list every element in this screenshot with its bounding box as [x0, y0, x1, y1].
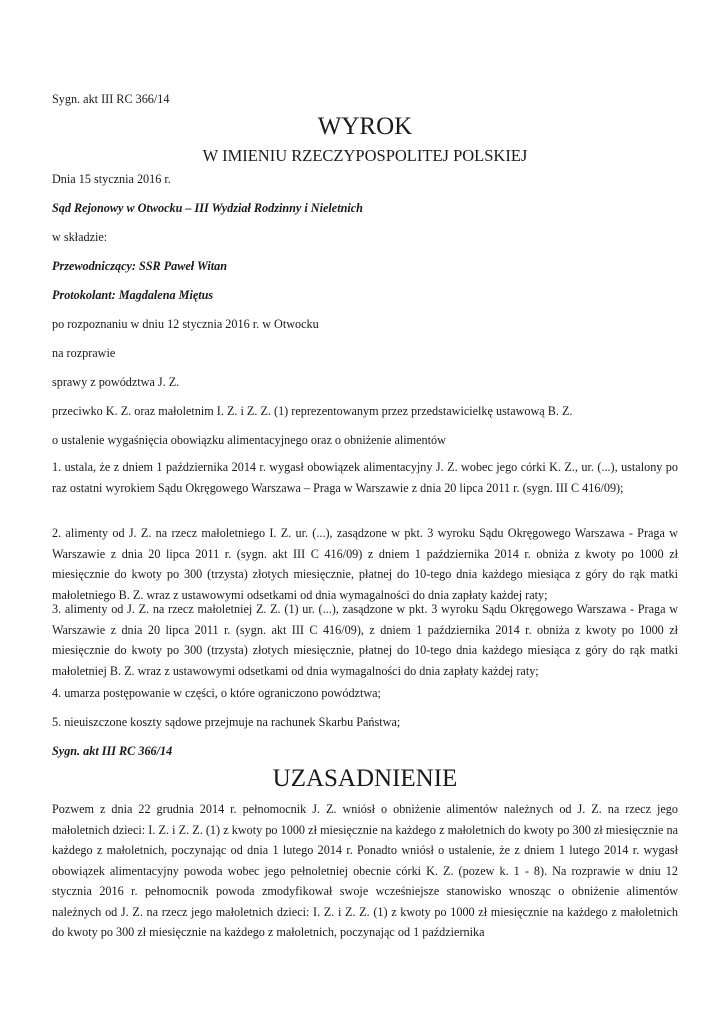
hearing-info: po rozpoznaniu w dniu 12 stycznia 2016 r. w Otwocku — [52, 317, 319, 331]
justification-text: Pozwem z dnia 22 grudnia 2014 r. pełnomocnik J. Z. wniósł o obniżenie alimentów należnych od J. Z. na rzecz jego małoletnich dzieci: I. Z. i Z. Z. (1) z kwoty po 1000 zł miesięcznie na każdego z małoletnich do kwoty po 300 zł miesięcznie na każdego z małoletnich, poczynając od dnia 1 lutego 2014 r. Ponadto wniósł o ustalenie, że z dniem 1 lutego 2014 r. wygasł obowiązek alimentacyjny powoda wobec jego pełnoletniej obecnie córki K. Z. (pozew k. 1 - 8). Na rozprawie w dniu 12 stycznia 2016 r. pełnomocnik powoda zmodyfikował swoje wcześniejsze stanowisko wnosząc o obniżenie alimentów należnych od J. Z. na rzecz jego małoletnich dzieci: I. Z. i Z. Z. (1) z kwoty po 1000 zł miesięcznie na każdego z małoletnich do kwoty po 300 zł miesięcznie na każdego z małoletnich, poczynając od 1 października — [52, 802, 678, 939]
ruling-point-5: 5. nieuiszczone koszty sądowe przejmuje na rachunek Skarbu Państwa; — [52, 715, 401, 729]
presiding-judge: Przewodniczący: SSR Paweł Witan — [52, 259, 228, 273]
judgment-subtitle: W IMIENIU RZECZYPOSPOLITEJ POLSKIEJ — [202, 146, 528, 165]
justification-case-number: Sygn. akt III RC 366/14 — [52, 744, 173, 758]
judgment-date: Dnia 15 stycznia 2016 r. — [52, 172, 171, 186]
composition-label: w składzie: — [52, 230, 108, 244]
ruling-point-3: 3. alimenty od J. Z. na rzecz małoletniej Z. Z. (1) ur. (...), zasądzone w pkt. 3 wyroku Sądu Okręgowego Warszawa - Praga w Warszawie z dnia 20 lipca 2011 r. (sygn. akt III C 416/09), z dniem 1 października 2014 r. obniża z kwoty po 1000 zł miesięcznie do kwoty po 300 (trzysta) złotych miesięcznie, płatnej do 10-tego dnia każdego miesiąca z góry do rąk matki małoletniej B. Z. wraz z ustawowymi odsetkami od dnia wymagalności do dnia zapłaty każdej raty; — [52, 602, 678, 678]
session-type: na rozprawie — [52, 346, 116, 360]
case-subject: o ustalenie wygaśnięcia obowiązku alimentacyjnego oraz o obniżenie alimentów — [52, 433, 446, 447]
ruling-point-4: 4. umarza postępowanie w części, o które ograniczono powództwa; — [52, 686, 381, 700]
justification-title: UZASADNIENIE — [272, 765, 458, 792]
ruling-point-1: 1. ustala, że z dniem 1 października 2014 r. wygasł obowiązek alimentacyjny J. Z. wobec jego córki K. Z., ur. (...), ustalony po raz ostatni wyrokiem Sądu Okręgowego Warszawa – Praga w Warszawie z dnia 20 lipca 2011 r. (sygn. III C 416/09); — [52, 460, 678, 495]
defendants: przeciwko K. Z. oraz małoletnim I. Z. i Z. Z. (1) reprezentowanym przez przedstawicielkę ustawową B. Z. — [52, 404, 573, 418]
ruling-point-2: 2. alimenty od J. Z. na rzecz małoletniego I. Z. ur. (...), zasądzone w pkt. 3 wyroku Sądu Okręgowego Warszawa - Praga w Warszawie z dnia 20 lipca 2011 r. (sygn. akt III C 416/09) z dniem 1 października 2014 r. obniża z kwoty po 1000 zł miesięcznie do kwoty po 300 (trzysta) złotych miesięcznie, płatnej do 10-tego dnia każdego miesiąca z góry do rąk matki małoletniego B. Z. wraz z ustawowymi odsetkami od dnia wymagalności do dnia zapłaty każdej raty; — [52, 526, 678, 602]
plaintiff: sprawy z powództwa J. Z. — [52, 375, 180, 389]
case-number: Sygn. akt III RC 366/14 — [52, 92, 170, 106]
court-recorder: Protokolant: Magdalena Miętus — [52, 288, 214, 302]
court-name: Sąd Rejonowy w Otwocku – III Wydział Rodzinny i Nieletnich — [52, 201, 363, 215]
judgment-title: WYROK — [317, 113, 413, 140]
